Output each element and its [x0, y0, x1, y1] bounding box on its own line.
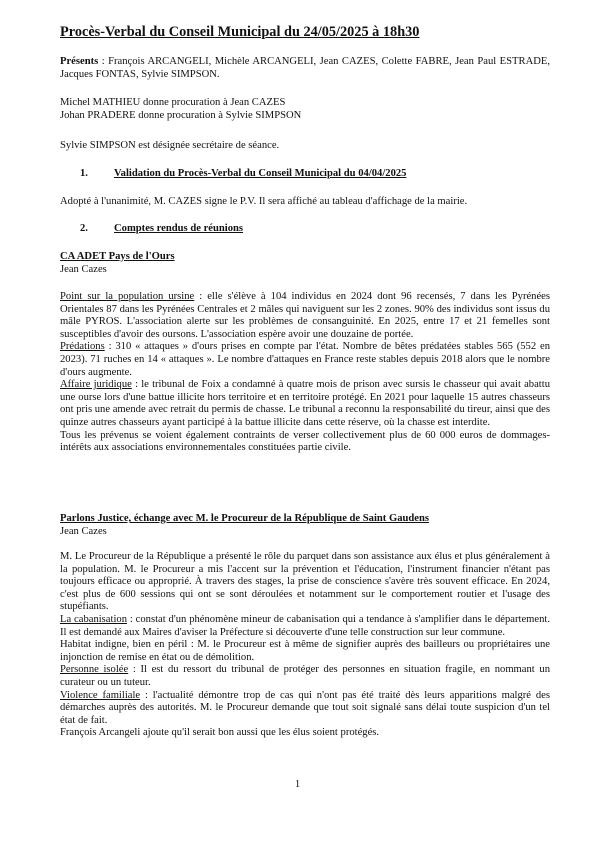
item-label: Personne isolée [60, 664, 129, 676]
item-label: Point sur la population ursine [60, 291, 195, 302]
section-title: Validation du Procès-Verbal du Conseil Municipal du 04/04/2025 [114, 168, 407, 179]
section-number: 2. [80, 223, 88, 234]
justice-item [60, 690, 550, 728]
justice-heading-block [60, 513, 550, 538]
adet-body [60, 291, 550, 455]
justice-item [60, 639, 550, 664]
item-text: : elle s'élève à 104 individus en 2024 dont 96 recensés, 7 dans les Pyrénées Orientales 87 dans les Pyrénées Centrales et 2 mâles qui naviguent sur les 2 zones. 90% des individus sont issus du mâle PYROS. L'association alerte sur les problèmes de consanguinité. En 2025, entre 17 et 21 femelles sont susceptibles d'avoir des oursons. L'association espère avoir une douzaine de portée. [60, 291, 551, 340]
presents-label: Présents [60, 56, 99, 67]
procuration-line: Johan PRADERE donne procuration à Sylvie SIMPSON [60, 109, 302, 121]
page-number: 1 [294, 779, 301, 790]
section-title: Comptes rendus de réunions [114, 223, 244, 234]
item-text: : l'actualité démontre trop de cas qui n'ont pas été traité dès leurs apparitions malgré des démarches auprès des autorités. M. le Procureur demande que tout soit signalé sans délai toute suspicion d'un tel état de fait. [60, 689, 550, 726]
adet-heading: CA ADET Pays de l'Ours [60, 251, 175, 262]
justice-body [60, 551, 550, 740]
item-text: Tous les prévenus se voient également contraints de verser collectivement plus de 60 000 euros de dommages-intérêts aux associations environnementales constituées partie civile. [60, 429, 550, 454]
presents-text: : François ARCANGELI, Michèle ARCANGELI, Jean CAZES, Colette FABRE, Jean Paul ESTRADE, Jacques FONTAS, Sylvie SIMPSON. [60, 56, 550, 80]
item-label: Prédations [60, 341, 105, 353]
item-label: La cabanisation [60, 613, 127, 625]
item-text: : Il est du ressort du tribunal de protéger des personnes en situation fragile, en nommant un curateur ou un tuteur. [60, 664, 550, 688]
justice-item [60, 614, 550, 639]
presents-paragraph [60, 56, 550, 81]
justice-item [60, 727, 550, 740]
adet-item [60, 291, 550, 341]
section-1-text: Adopté à l'unanimité, M. CAZES signe le P.V. Il sera affiché au tableau d'affichage de la mairie. [60, 196, 468, 207]
item-text: François Arcangeli ajoute qu'il serait bon aussi que les élus soient protégés. [60, 727, 380, 739]
adet-item [60, 379, 550, 429]
justice-heading: Parlons Justice, échange avec M. le Procureur de la République de Saint Gaudens [60, 513, 430, 524]
item-text: : le tribunal de Foix a condamné à quatre mois de prison avec sursis le chasseur qui avait abattu une ourse lors d'une battue illicite hors territoire et en territoire protégé. En 2021 pour laquelle 15 autres chasseurs ont pris une amende avec retrait du permis de chasse. Le tribunal a reconnu la responsabilité du tireur, ainsi que des quinze autres chasseurs ayant participé à la battue illicite dans cette réserve, où la chasse est interdite. [60, 379, 550, 428]
procurations [60, 97, 550, 122]
adet-item [60, 341, 550, 379]
item-label: Violence familiale [60, 689, 141, 701]
section-2-heading [80, 223, 243, 234]
item-text: : constat d'un phénomène mineur de cabanisation qui a tendance à s'amplifier dans le département. Il est demandé aux Maires d'aviser la Préfecture si découverte d'une telle construction sur leur commune. [60, 613, 550, 638]
item-label: Affaire juridique [60, 379, 132, 391]
item-text: : 310 « attaques » d'ours prises en compte par l'état. Nombre de bêtes prédatées stables 565 (552 en 2023). 71 ruches en 14 « attaques ». Le nombre d'attaques en France reste stables depuis 2018 alors que le nombre d'ours augmente. [60, 341, 550, 378]
adet-item [60, 430, 550, 455]
adet-heading-block [60, 251, 550, 276]
section-number: 1. [80, 168, 88, 179]
adet-author: Jean Cazes [60, 263, 107, 275]
procuration-line: Michel MATHIEU donne procuration à Jean CAZES [60, 97, 286, 108]
secretaire-line: Sylvie SIMPSON est désignée secrétaire de séance. [60, 140, 280, 151]
justice-intro: M. Le Procureur de la République a présenté le rôle du parquet dans son assistance aux élus et plus généralement à la population. M. le Procureur a mis l'accent sur la prévention et l'éducation, l'instrument financier n'étant pas toujours efficace ou approprié. À travers des stages, la prise de conscience s'avère très souvent efficace. En 2024, c'est plus de 600 sessions qui ont se sont déroulées et notamment sur le comportement routier et l'usage des stupéfiants. [60, 551, 550, 613]
page-title: Procès-Verbal du Conseil Municipal du 24/05/2025 à 18h30 [60, 24, 420, 40]
justice-item [60, 664, 550, 689]
section-1-heading [80, 168, 406, 179]
item-text: Habitat indigne, bien en péril : M. le Procureur est à même de signifier auprès des bailleurs ou propriétaires une injonction de remise en état ou de démolition. [60, 639, 550, 663]
justice-author: Jean Cazes [60, 525, 107, 537]
